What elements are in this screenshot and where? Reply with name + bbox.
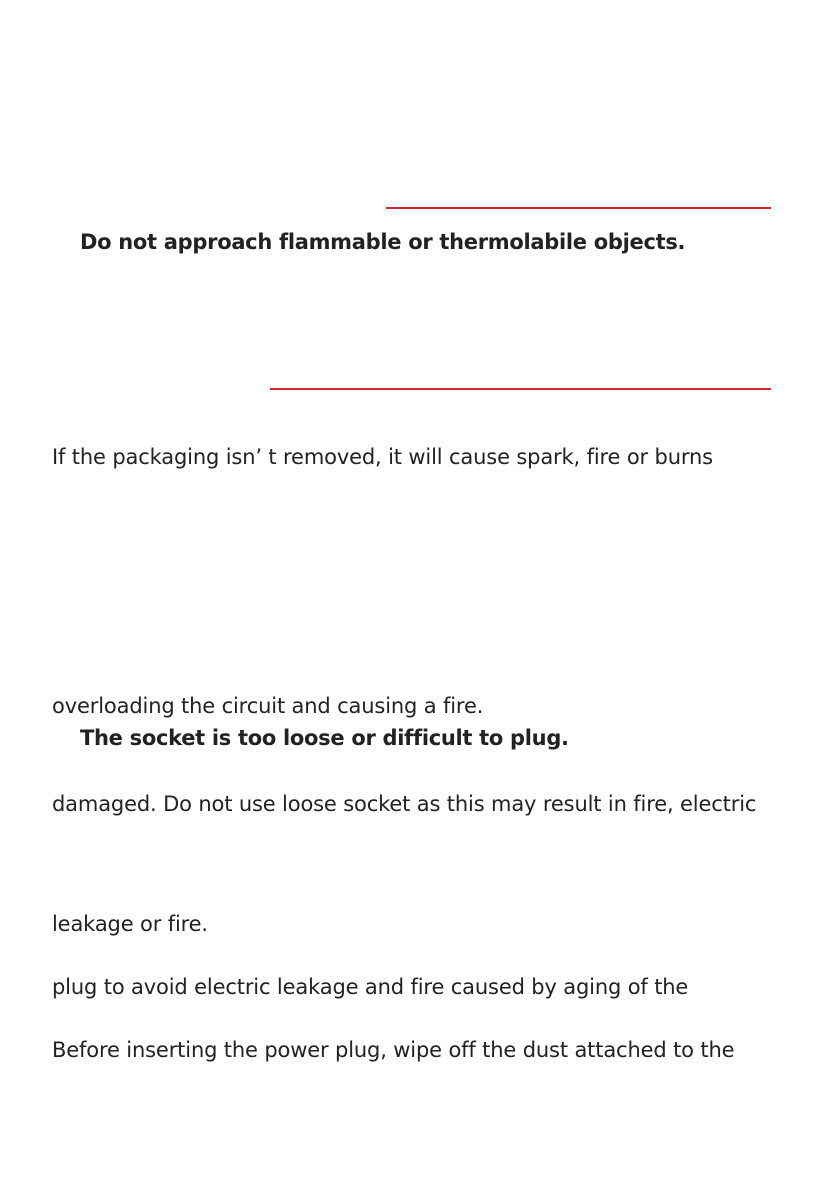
body-text-line: overloading the circuit and causing a fire. — [52, 694, 484, 718]
body-text-line: plug to avoid electric leakage and fire caused by aging of the — [52, 975, 689, 999]
red-divider-line — [270, 388, 771, 390]
body-text-line: Before inserting the power plug, wipe off the dust attached to the — [52, 1038, 735, 1062]
red-divider-line — [386, 207, 771, 209]
body-text-line: damaged. Do not use loose socket as this may result in fire, electric — [52, 792, 757, 816]
body-text-line: If the packaging isn’ t removed, it will cause spark, fire or burns — [52, 445, 713, 469]
warning-heading-socket: The socket is too loose or difficult to plug. — [80, 726, 569, 750]
warning-heading-flammable: Do not approach flammable or thermolabile objects. — [80, 230, 686, 254]
body-text-line: leakage or fire. — [52, 912, 208, 936]
